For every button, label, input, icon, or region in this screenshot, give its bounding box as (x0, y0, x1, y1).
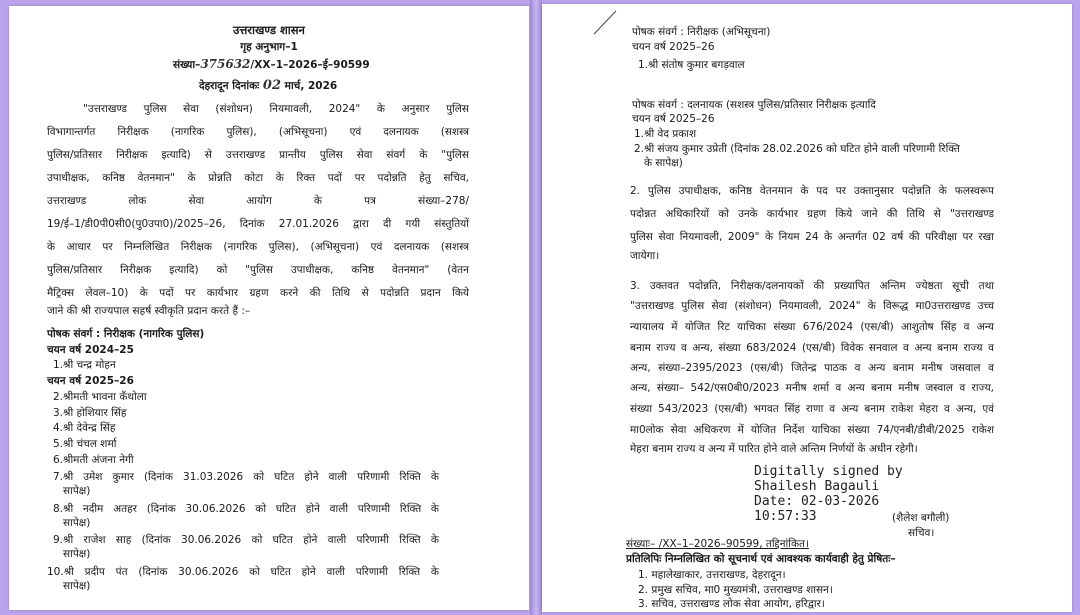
digital-signature-line: Date: 02-03-2026 (754, 494, 880, 509)
list-item: 2.श्रीमती भावना कँथोला (53, 391, 147, 403)
copy-list-item: 1. महालेखाकार, उत्तराखण्ड, देहरादून। (638, 569, 786, 581)
list-item: 4.श्री देवेन्द्र सिंह (53, 422, 116, 434)
paragraph-3-line: बनाम राज्य व अन्य, संख्या 683/2024 (एस/बी) विवेक सनवाल व अन्य बनाम राज्य व (630, 342, 994, 354)
list-item: 10.श्री प्रदीप पंत (दिनांक 30.06.2026 को घटित होने वाली परिणामी रिक्ति के (47, 566, 439, 578)
paragraph-3-line: संख्या 543/2023 (एस/बी) भगवत सिंह राणा व अन्य बनाम राकेश मेहरा व अन्य, एवं (630, 403, 994, 415)
cadre-heading: पोषक संवर्ग : दलनायक (सशस्त्र पुलिस/प्रतिसार निरीक्षक इत्यादि (632, 99, 876, 111)
digital-signature-line: Shailesh Bagauli (754, 479, 880, 494)
list-item: 8.श्री नदीम अतहर (दिनांक 30.06.2026 को घटित होने वाली परिणामी रिक्ति के (53, 503, 439, 515)
list-item: 5.श्री चंचल शर्मा (53, 438, 117, 450)
selection-year: चयन वर्ष 2025–26 (632, 113, 715, 125)
body-line: पुलिस/प्रतिसार निरीक्षक इत्यादि) को "पुलिस उपाधीक्षक, कनिष्ठ वेतनमान" (वेतन (47, 264, 469, 276)
list-item: 6.श्रीमती अंजना नेगी (53, 454, 134, 466)
signatory-name: (शैलेश बगौली) (892, 512, 950, 524)
copy-list-item: 3. सचिव, उत्तराखण्ड लोक सेवा आयोग, हरिद्वार। (638, 598, 825, 610)
body-line: विभागान्तर्गत निरीक्षक (नागरिक पुलिस), (अभिसूचना) एवं दलनायक (सशस्त्र (47, 126, 469, 138)
signatory-designation: सचिव। (908, 527, 935, 539)
paragraph-3-line: अन्य, संख्या– 542/एस0बी0/2023 मनीष शर्मा व अन्य बनाम मनीष जस्वाल व राज्य, (630, 382, 994, 394)
page-fold-divider (530, 0, 542, 615)
body-line: उपाधीक्षक, कनिष्ठ वेतनमान" के प्रोन्नति कोटा के रिक्त पदों पर पदोन्नति हेतु सचिव, (47, 172, 469, 184)
paragraph-3-line: मेहरा बनाम राज्य व अन्य में पारित होने वाले अन्तिम निर्णयों के अधीन रहेगी। (630, 443, 918, 455)
reference-number: संख्याः– /XX–1–2026–90599, तद्दिनांकित। (626, 538, 809, 550)
paragraph-3-line: 3. उक्तवत पदोन्नति, निरीक्षक/दलनायकों की प्रख्यापित अन्तिम ज्येष्ठता सूची तथा (630, 280, 994, 292)
paragraph-3-line: अन्य, संख्या–2395/2023 (एस/बी) जितेन्द्र पाठक व अन्य बनाम मनीष जसवाल व (630, 362, 994, 374)
copy-list-item: 2. प्रमुख सचिव, मा0 मुख्यमंत्री, उत्तराखण्ड शासन। (638, 584, 833, 596)
paragraph-2-line: पुलिस सेवा नियमावली, 2009" के नियम 24 के अन्तर्गत 02 वर्ष की परिवीक्षा पर रखा (630, 231, 994, 243)
copy-heading: प्रतिलिपिः निम्नलिखित को सूचनार्थ एवं आवश्यक कार्यवाही हेतु प्रेषितः– (626, 553, 896, 565)
selection-year: चयन वर्ष 2025–26 (47, 375, 134, 387)
paragraph-3-line: न्यायालय में योजित रिट याचिका संख्या 676/2024 (एस/बी) आशुतोष सिंह व अन्य (630, 321, 994, 333)
list-item-continuation: सापेक्ष) (63, 580, 91, 592)
pen-mark-scribble (590, 8, 620, 38)
selection-year: चयन वर्ष 2024–25 (47, 344, 134, 356)
list-item: 7.श्री उमेश कुमार (दिनांक 31.03.2026 को घटित होने वाली परिणामी रिक्ति के (53, 471, 439, 483)
body-line: उत्तराखण्ड लोक सेवा आयोग के पत्र संख्या–278/ (47, 195, 469, 207)
order-number: संख्या–375632/XX–1–2026–ई–90599 (173, 57, 370, 71)
order-date: देहरादून दिनांकः 02 मार्च, 2026 (199, 78, 338, 93)
list-item: 2.श्री संजय कुमार उप्रेती (दिनांक 28.02.2026 को घटित होने वाली परिणामी रिक्ति (634, 143, 960, 155)
left-document-page (9, 6, 529, 610)
body-line: मैट्रिक्स लेवल–10) के पदों पर कार्यभार ग्रहण करने की तिथि से पदोन्नति प्रदान किये (47, 287, 469, 299)
govt-title: उत्तराखण्ड शासन (233, 23, 305, 37)
paragraph-2-line: पदोन्नत अधिकारियों को उनके कार्यभार ग्रहण किये जाने की तिथि से "उत्तराखण्ड (630, 208, 994, 220)
list-item: 3.श्री होशियार सिंह (53, 407, 127, 419)
list-item: 9.श्री राजेश साह (दिनांक 30.06.2026 को घटित होने वाली परिणामी रिक्ति के (53, 534, 439, 546)
list-item-continuation: सापेक्ष) (63, 548, 91, 560)
digital-signature-line: Digitally signed by (754, 464, 903, 479)
digital-signature-line: 10:57:33 (754, 509, 817, 524)
paragraph-3-line: "उत्तराखण्ड पुलिस सेवा (संशोधन) नियमावली, 2024" के विरूद्ध मा0उत्तराखण्ड उच्च (630, 300, 994, 312)
section-name: गृह अनुभाग–1 (240, 41, 298, 53)
list-item-continuation: के सापेक्ष) (644, 157, 683, 169)
list-item-continuation: सापेक्ष) (63, 485, 91, 497)
list-item: 1.श्री संतोष कुमार बगड़वाल (638, 59, 745, 71)
list-item-continuation: सापेक्ष) (63, 517, 91, 529)
cadre-heading: पोषक संवर्ग : निरीक्षक (अभिसूचना) (632, 26, 771, 38)
body-line: 19/ई–1/डी0पी0सी0(पु0उपा0)/2025–26, दिनांक 27.01.2026 द्वारा दी गयी संस्तुतियों (47, 218, 469, 230)
paragraph-2-line: 2. पुलिस उपाधीक्षक, कनिष्ठ वेतनमान के पद पर उक्तानुसार पदोन्नति के फलस्वरूप (630, 185, 994, 197)
handwritten-date: 02 (262, 78, 282, 93)
body-line: पुलिस/प्रतिसार निरीक्षक इत्यादि) से उत्तराखण्ड प्रान्तीय पुलिस सेवा संवर्ग के "पुलिस (47, 149, 469, 161)
body-line: के आधार पर निम्नलिखित निरीक्षक (नागरिक पुलिस), (अभिसूचना) एवं दलनायक (सशस्त्र (47, 241, 469, 253)
list-item: 1.श्री वेद प्रकाश (634, 128, 697, 140)
cadre-heading: पोषक संवर्ग : निरीक्षक (नागरिक पुलिस) (47, 328, 205, 340)
paragraph-2-line: जायेगा। (630, 250, 660, 262)
right-document-page (542, 4, 1072, 612)
selection-year: चयन वर्ष 2025–26 (632, 41, 715, 53)
body-line: जाने की श्री राज्यपाल सहर्ष स्वीकृति प्रदान करते हैं :– (47, 305, 251, 317)
list-item: 1.श्री चन्द्र मोहन (53, 359, 116, 371)
body-line: "उत्तराखण्ड पुलिस सेवा (संशोधन) नियमावली, 2024" के अनुसार पुलिस (83, 103, 469, 115)
paragraph-3-line: मा0लोक सेवा अधिकरण में योजित निर्देश याचिका संख्या 74/एनबी/डीबी/2025 राकेश (630, 424, 994, 436)
handwritten-number: 375632 (200, 57, 251, 71)
